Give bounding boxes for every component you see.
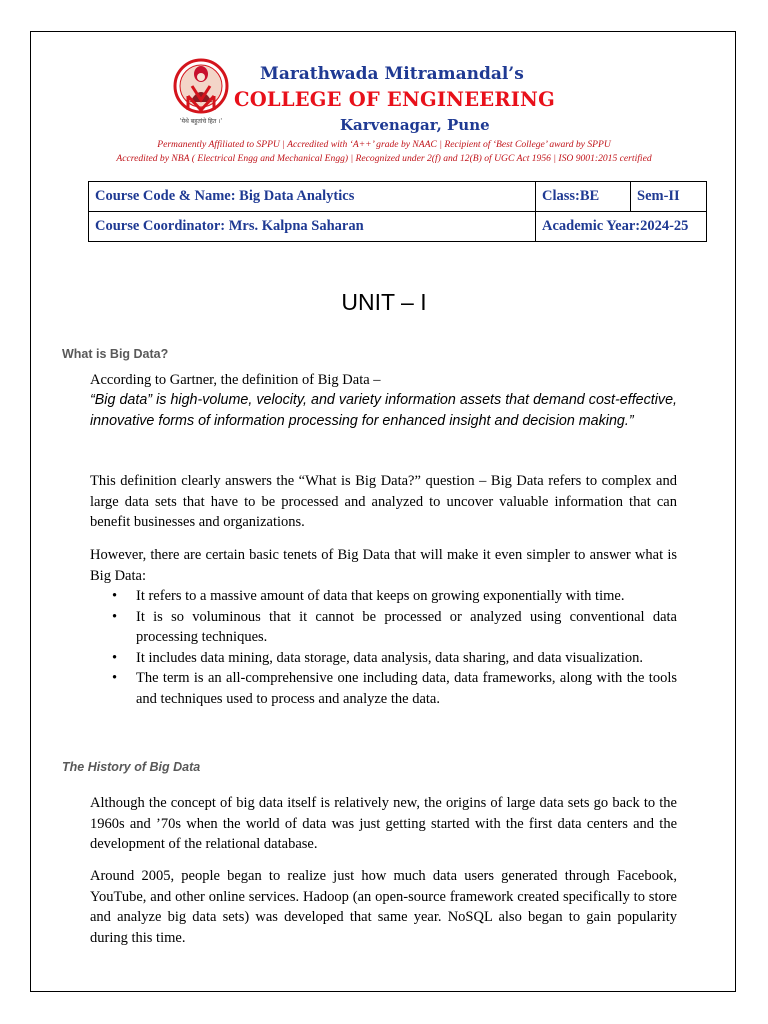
section-heading-history: The History of Big Data [62, 760, 201, 774]
society-name: Marathwada Mitramandal’s [260, 64, 524, 84]
gartner-quote: “Big data” is high-volume, velocity, and variety information assets that demand cost-effective, innovative forms of information processing for enhanced insight and decision making.” [90, 392, 677, 429]
list-item: • It is so voluminous that it cannot be processed or analyzed using conventional data processing techniques. [112, 608, 677, 645]
history-paragraph-2: Around 2005, people began to realize just how much data users generated through Facebook, YouTube, and other online services. Hadoop (an open-source framework created specifically to store and analyze big data sets) was developed that same year. NoSQL also began to gain popularity during this time. [90, 868, 677, 946]
table-row [89, 212, 707, 242]
college-name: COLLEGE OF ENGINEERING [234, 88, 555, 111]
list-item: • The term is an all-comprehensive one including data, data frameworks, along with the tools and techniques used to process and analyze the data. [112, 670, 677, 707]
bullet-icon: • [112, 608, 118, 625]
academic-year-cell: Academic Year:2024-25 [536, 212, 707, 242]
list-item: • It refers to a massive amount of data that keeps on growing exponentially with time. [90, 586, 677, 607]
semester-cell: Sem-II [631, 182, 707, 212]
college-motto: 'येथे बहुतांचे हित ।' [179, 118, 223, 125]
bullet-icon: • [112, 588, 118, 604]
course-info-table [88, 181, 707, 242]
college-location: Karvenagar, Pune [340, 116, 490, 134]
affiliation-line: Permanently Affiliated to SPPU | Accredited with ‘A++’ grade by NAAC | Recipient of ‘Best College’ award by SPPU [157, 139, 611, 150]
list-item: • It includes data mining, data storage, data analysis, data sharing, and data visualization. [90, 648, 677, 669]
class-cell: Class:BE [536, 182, 631, 212]
college-logo-icon [172, 56, 230, 124]
course-name-cell: Course Code & Name: Big Data Analytics [89, 182, 536, 212]
bullet-icon: • [112, 670, 118, 686]
history-paragraph-1: Although the concept of big data itself is relatively new, the origins of large data sets go back to the 1960s and ’70s when the world of data was just getting started with the first data centers and the development of the relational database. [90, 795, 677, 852]
coordinator-cell: Course Coordinator: Mrs. Kalpna Saharan [89, 212, 536, 242]
table-row [89, 182, 707, 212]
definition-paragraph: This definition clearly answers the “What is Big Data?” question – Big Data refers to complex and large data sets that have to be processed and analyzed to uncover valuable information that can benefit businesses and organizations. [90, 473, 677, 530]
unit-title: UNIT – I [341, 289, 427, 315]
accreditation-line: Accredited by NBA ( Electrical Engg and Mechanical Engg) | Recognized under 2(f) and 12(B) of UGC Act 1956 | ISO 9001:2015 certified [116, 153, 652, 164]
section-heading-what-is-big-data: What is Big Data? [62, 347, 169, 361]
tenets-paragraph: However, there are certain basic tenets of Big Data that will make it even simpler to answer what is Big Data: [90, 547, 677, 584]
tenets-list [90, 586, 677, 709]
gartner-intro: According to Gartner, the definition of Big Data – [90, 372, 381, 388]
bullet-icon: • [112, 649, 118, 666]
